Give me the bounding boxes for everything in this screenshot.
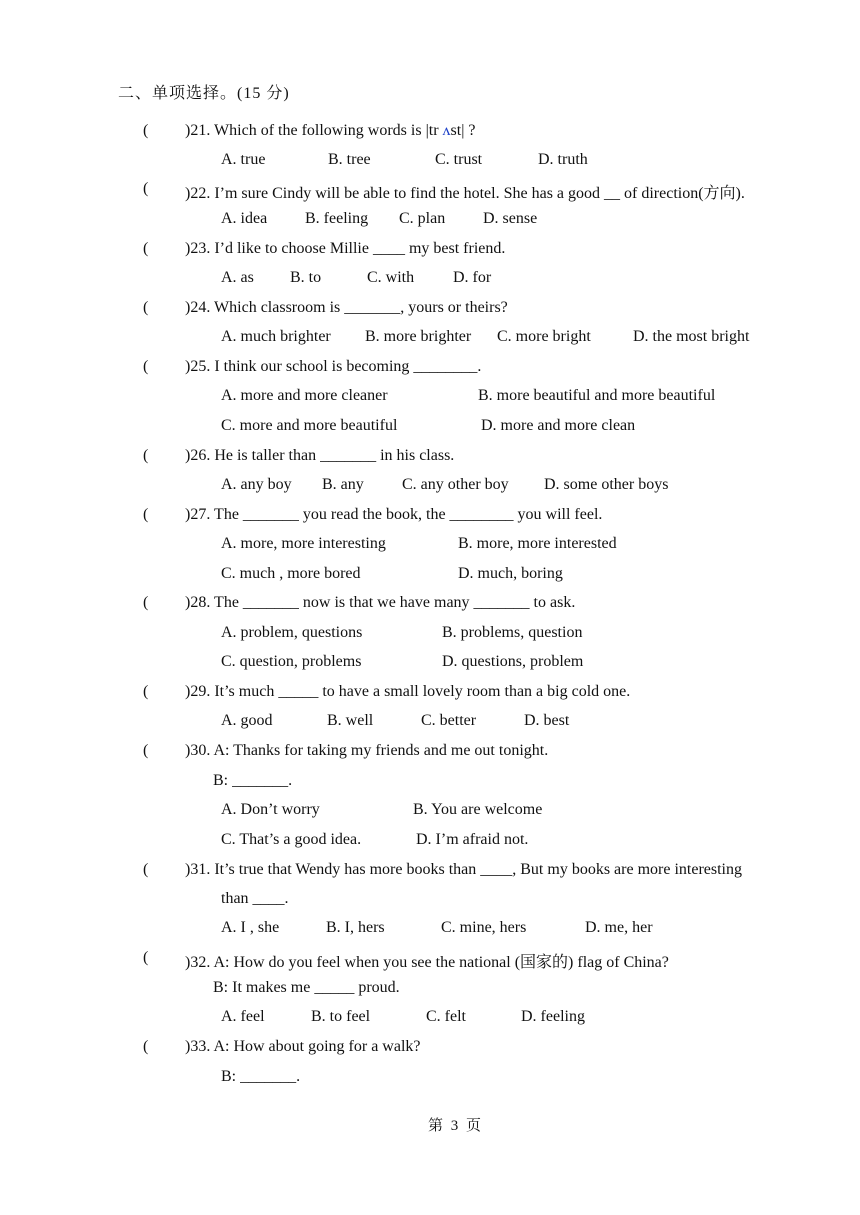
- answer-paren: (: [143, 358, 149, 375]
- q31-stem-continued: than ____.: [221, 890, 289, 907]
- q21-option-c: C. trust: [435, 151, 483, 168]
- q28-option-d: D. questions, problem: [442, 653, 584, 670]
- answer-paren: (: [143, 949, 149, 966]
- answer-paren: (: [143, 1038, 149, 1055]
- phonetic-symbol: ʌ: [442, 122, 451, 139]
- question-26-stem: )26. He is taller than _______ in his class.: [185, 447, 455, 464]
- q28-option-a: A. problem, questions: [221, 624, 363, 641]
- answer-paren: (: [143, 180, 149, 197]
- answer-paren: (: [143, 683, 149, 700]
- q30-option-d: D. I’m afraid not.: [416, 831, 529, 848]
- q26-option-a: A. any boy: [221, 476, 292, 493]
- answer-paren: (: [143, 122, 149, 139]
- answer-paren: (: [143, 240, 149, 257]
- q26-option-d: D. some other boys: [544, 476, 669, 493]
- question-27-stem: )27. The _______ you read the book, the ________ you will feel.: [185, 506, 603, 523]
- q23-option-a: A. as: [221, 269, 254, 286]
- question-29-stem: )29. It’s much _____ to have a small lovely room than a big cold one.: [185, 683, 631, 700]
- q28-option-b: B. problems, question: [442, 624, 583, 641]
- answer-paren: (: [143, 299, 149, 316]
- answer-paren: (: [143, 742, 149, 759]
- q26-option-b: B. any: [322, 476, 364, 493]
- q26-option-c: C. any other boy: [402, 476, 509, 493]
- q32-dialog-reply: B: It makes me _____ proud.: [213, 979, 400, 996]
- q31-option-a: A. I , she: [221, 919, 280, 936]
- q21-option-b: B. tree: [328, 151, 371, 168]
- question-28-stem: )28. The _______ now is that we have many _______ to ask.: [185, 594, 576, 611]
- question-21-stem-pre: )21. Which of the following words is |tr: [185, 122, 443, 139]
- q21-option-a: A. true: [221, 151, 266, 168]
- answer-paren: (: [143, 506, 149, 523]
- q29-option-d: D. best: [524, 712, 570, 729]
- question-33-stem: )33. A: How about going for a walk?: [185, 1038, 421, 1055]
- question-30-stem: )30. A: Thanks for taking my friends and me out tonight.: [185, 742, 549, 759]
- q23-option-c: C. with: [367, 269, 415, 286]
- q30-option-c: C. That’s a good idea.: [221, 831, 362, 848]
- q30-option-b: B. You are welcome: [413, 801, 543, 818]
- q21-option-d: D. truth: [538, 151, 588, 168]
- q32-option-a: A. feel: [221, 1008, 265, 1025]
- q29-option-b: B. well: [327, 712, 374, 729]
- q31-option-c: C. mine, hers: [441, 919, 527, 936]
- q22-option-c: C. plan: [399, 210, 446, 227]
- q25-option-d: D. more and more clean: [481, 417, 636, 434]
- question-31-stem: )31. It’s true that Wendy has more books than ____, But my books are more interesting: [185, 861, 742, 878]
- question-22-stem: )22. I’m sure Cindy will be able to find the hotel. She has a good __ of direction(方向).: [185, 185, 745, 202]
- question-21-stem: [185, 122, 476, 140]
- q23-option-b: B. to: [290, 269, 322, 286]
- answer-paren: (: [143, 594, 149, 611]
- question-25-stem: )25. I think our school is becoming ________.: [185, 358, 482, 375]
- q29-option-a: A. good: [221, 712, 273, 729]
- answer-paren: (: [143, 861, 149, 878]
- q27-option-d: D. much, boring: [458, 565, 563, 582]
- q24-option-a: A. much brighter: [221, 328, 331, 345]
- q27-option-a: A. more, more interesting: [221, 535, 386, 552]
- q24-option-d: D. the most bright: [633, 328, 750, 345]
- q30-dialog-reply: B: _______.: [213, 772, 293, 789]
- q32-option-b: B. to feel: [311, 1008, 371, 1025]
- q31-option-b: B. I, hers: [326, 919, 385, 936]
- q23-option-d: D. for: [453, 269, 492, 286]
- q27-option-b: B. more, more interested: [458, 535, 617, 552]
- section-title: 二、单项选择。(15 分): [118, 85, 290, 102]
- q31-option-d: D. me, her: [585, 919, 653, 936]
- q28-option-c: C. question, problems: [221, 653, 362, 670]
- q32-option-c: C. felt: [426, 1008, 466, 1025]
- q22-option-d: D. sense: [483, 210, 538, 227]
- q24-option-b: B. more brighter: [365, 328, 472, 345]
- question-32-stem: )32. A: How do you feel when you see the national (国家的) flag of China?: [185, 954, 669, 971]
- q25-option-a: A. more and more cleaner: [221, 387, 388, 404]
- q27-option-c: C. much , more bored: [221, 565, 361, 582]
- question-24-stem: )24. Which classroom is _______, yours or theirs?: [185, 299, 508, 316]
- q25-option-b: B. more beautiful and more beautiful: [478, 387, 716, 404]
- q22-option-a: A. idea: [221, 210, 268, 227]
- q25-option-c: C. more and more beautiful: [221, 417, 398, 434]
- q30-option-a: A. Don’t worry: [221, 801, 320, 818]
- q22-option-b: B. feeling: [305, 210, 369, 227]
- answer-paren: (: [143, 447, 149, 464]
- question-21-stem-post: st| ?: [450, 122, 476, 139]
- page-number: 第 3 页: [428, 1118, 482, 1134]
- q29-option-c: C. better: [421, 712, 477, 729]
- q24-option-c: C. more bright: [497, 328, 591, 345]
- q32-option-d: D. feeling: [521, 1008, 585, 1025]
- q33-dialog-reply: B: _______.: [221, 1068, 301, 1085]
- question-23-stem: )23. I’d like to choose Millie ____ my best friend.: [185, 240, 506, 257]
